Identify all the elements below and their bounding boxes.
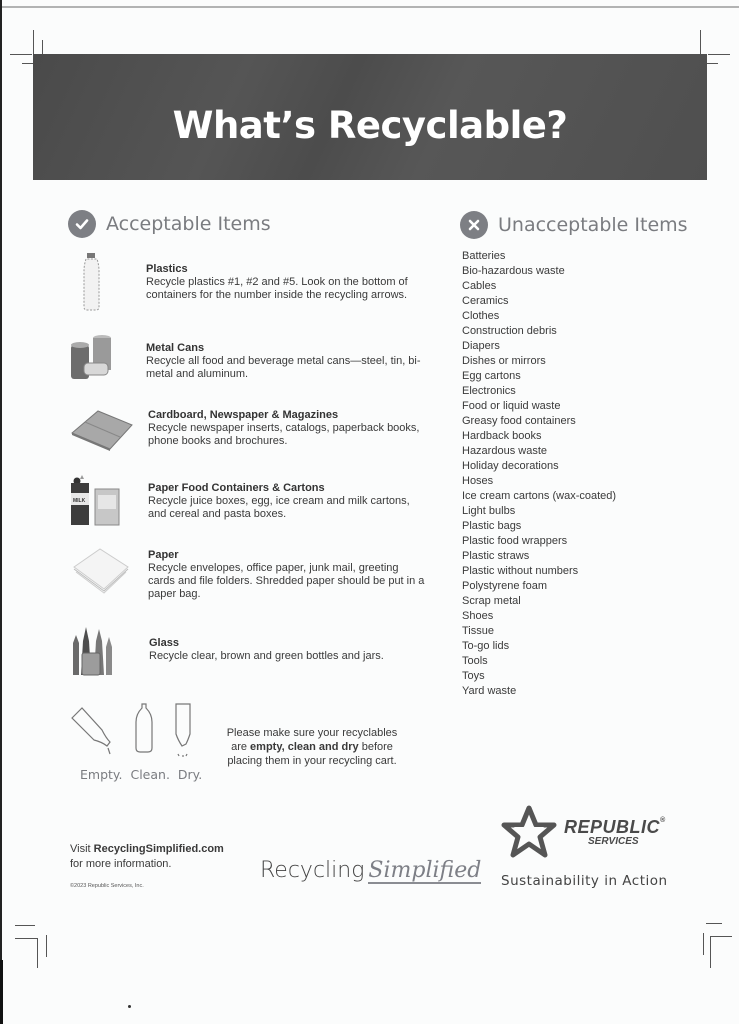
acceptable-heading-label: Acceptable Items <box>106 213 271 235</box>
item-description: Recycle juice boxes, egg, ice cream and milk cartons, and cereal and pasta boxes. <box>148 495 410 520</box>
brand-name-text: REPUBLIC <box>564 817 661 837</box>
crop-mark <box>46 935 47 957</box>
acceptable-item-cardboard <box>70 405 430 455</box>
unacceptable-item: Ice cream cartons (wax-coated) <box>462 490 617 502</box>
item-title: Cardboard, Newspaper & Magazines <box>148 409 339 421</box>
unacceptable-item: Shoes <box>462 610 494 622</box>
acceptable-item-cartons <box>70 475 430 530</box>
acceptable-item-paper <box>70 545 430 605</box>
unacceptable-item: Hardback books <box>462 430 542 442</box>
recycling-simplified-logo <box>260 858 481 884</box>
label-clean: Clean. <box>130 767 170 782</box>
unacceptable-item: To-go lids <box>462 640 510 652</box>
unacceptable-item: Construction debris <box>462 325 557 337</box>
prep-note-bold: empty, clean and dry <box>250 741 359 753</box>
unacceptable-item: Egg cartons <box>462 370 521 382</box>
visit-post: for more information. <box>70 858 172 870</box>
acceptable-item-metal-cans <box>70 333 430 388</box>
republic-services-logo <box>500 805 666 866</box>
crop-mark <box>710 936 711 968</box>
header-banner <box>33 54 707 180</box>
crop-mark <box>710 936 732 937</box>
svg-text:MILK: MILK <box>73 498 86 504</box>
logo-word-simplified: Simplified <box>368 858 482 883</box>
crop-mark <box>703 933 704 955</box>
x-circle-icon <box>460 211 488 239</box>
page-title: What’s Recyclable? <box>172 104 568 147</box>
unacceptable-heading <box>460 211 688 239</box>
check-circle-icon <box>68 210 96 238</box>
star-logo-icon <box>500 805 558 861</box>
brand-name <box>564 817 666 838</box>
unacceptable-item: Dishes or mirrors <box>462 355 546 367</box>
item-title: Plastics <box>146 263 188 275</box>
clean-bottle-icon <box>136 704 152 752</box>
unacceptable-item: Hoses <box>462 475 494 487</box>
acceptable-heading <box>68 210 271 238</box>
crop-mark <box>10 54 32 55</box>
label-dry: Dry. <box>177 767 203 782</box>
logo-word-recycling: Recycling <box>260 858 365 883</box>
empty-clean-dry-icons <box>70 700 210 765</box>
unacceptable-item: Holiday decorations <box>462 460 559 472</box>
crop-mark <box>15 925 35 926</box>
unacceptable-item: Ceramics <box>462 295 509 307</box>
unacceptable-item: Electronics <box>462 385 516 397</box>
brand-sub: SERVICES <box>588 836 639 847</box>
scan-top-edge <box>0 6 739 8</box>
scan-speck <box>128 1005 131 1008</box>
copyright: ©2023 Republic Services, Inc. <box>70 883 144 889</box>
unacceptable-item: Plastic food wrappers <box>462 535 568 547</box>
item-title: Glass <box>149 637 179 649</box>
item-title: Paper <box>148 549 179 561</box>
prep-note-pre: Please make sure your recyclables are <box>226 727 398 753</box>
crop-mark <box>37 938 38 968</box>
item-description: Recycle all food and beverage metal cans—steel, tin, bi-metal and aluminum. <box>146 355 421 380</box>
plastic-bottle-icon <box>70 253 134 313</box>
visit-pre: Visit <box>70 843 94 855</box>
acceptable-item-glass <box>70 625 430 680</box>
unacceptable-item: Batteries <box>462 250 506 262</box>
cardboard-icon <box>70 405 134 465</box>
unacceptable-item: Light bulbs <box>462 505 516 517</box>
unacceptable-item: Scrap metal <box>462 595 521 607</box>
crop-mark <box>706 923 722 924</box>
unacceptable-item: Food or liquid waste <box>462 400 561 412</box>
unacceptable-item: Greasy food containers <box>462 415 576 427</box>
item-description: Recycle envelopes, office paper, junk mail, greeting cards and file folders. Shredded paper should be put in a paper bag. <box>148 562 425 600</box>
crop-mark <box>708 54 730 55</box>
unacceptable-item: Plastic straws <box>462 550 530 562</box>
unacceptable-item: Cables <box>462 280 497 292</box>
label-empty: Empty. <box>80 767 123 782</box>
tagline: Sustainability in Action <box>501 873 668 889</box>
item-description: Recycle plastics #1, #2 and #5. Look on the bottom of containers for the number inside the recycling arrows. <box>146 276 408 301</box>
scan-left-edge-lower <box>0 960 3 1024</box>
glass-bottles-icon <box>70 625 134 685</box>
unacceptable-list <box>462 249 616 699</box>
crop-mark <box>15 938 37 939</box>
unacceptable-item: Polystyrene foam <box>462 580 547 592</box>
item-title: Paper Food Containers & Cartons <box>148 482 325 494</box>
tilted-bottle-icon <box>72 708 110 754</box>
prep-note <box>222 726 402 768</box>
unacceptable-item: Hazardous waste <box>462 445 547 457</box>
item-description: Recycle newspaper inserts, catalogs, paperback books, phone books and brochures. <box>148 422 420 447</box>
scan-left-edge <box>0 0 2 960</box>
registered-mark: ® <box>660 817 666 824</box>
metal-cans-icon <box>70 333 134 393</box>
cartons-icon <box>70 475 134 535</box>
item-title: Metal Cans <box>146 342 205 354</box>
item-description: Recycle clear, brown and green bottles and jars. <box>149 650 384 662</box>
empty-clean-dry-labels <box>80 767 202 782</box>
unacceptable-item: Plastic bags <box>462 520 522 532</box>
unacceptable-item: Tissue <box>462 625 494 637</box>
unacceptable-item: Yard waste <box>462 685 517 697</box>
website-link[interactable]: RecyclingSimplified.com <box>93 843 224 855</box>
acceptable-item-plastics <box>70 253 430 313</box>
unacceptable-item: Plastic without numbers <box>462 565 579 577</box>
visit-info <box>70 842 224 872</box>
unacceptable-heading-label: Unacceptable Items <box>498 214 688 236</box>
unacceptable-item: Diapers <box>462 340 500 352</box>
prep-note-post: before placing them in your recycling cart. <box>227 741 397 767</box>
unacceptable-item: Tools <box>462 655 488 667</box>
unacceptable-item: Bio-hazardous waste <box>462 265 565 277</box>
unacceptable-item: Clothes <box>462 310 500 322</box>
dry-bottle-icon <box>176 704 190 757</box>
unacceptable-item: Toys <box>462 670 485 682</box>
paper-stack-icon <box>70 545 134 605</box>
